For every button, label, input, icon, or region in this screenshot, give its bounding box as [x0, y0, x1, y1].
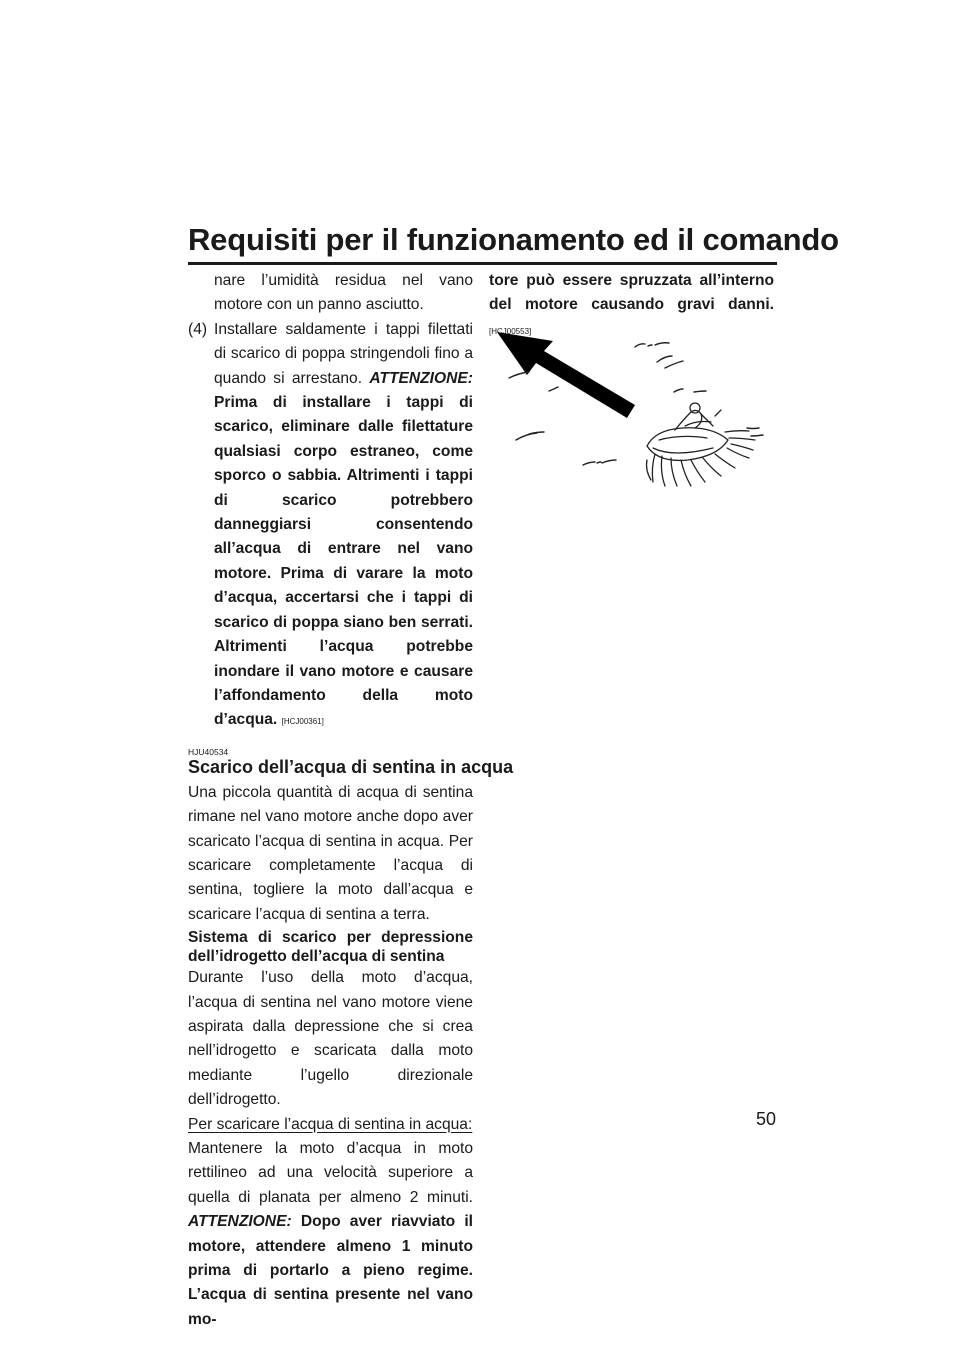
- procedure-paragraph: [188, 1137, 473, 1332]
- continuation-paragraph: nare l’umidità residua nel vano motore con un panno asciutto.: [214, 272, 473, 314]
- step-4: [188, 318, 473, 735]
- header-divider: [188, 262, 777, 265]
- step-4-number: (4): [188, 320, 208, 338]
- watercraft-illustration: [489, 318, 779, 510]
- subsection-title: Sistema di scarico per depressione dell’idrogetto dell’acqua di sentina: [188, 929, 473, 966]
- caution-text-2-continued: tore può essere spruzzata all’interno del motore causando gravi danni.: [489, 272, 774, 314]
- page-header-title: Requisiti per il funzionamento ed il comando: [188, 222, 839, 257]
- section-intro: Una piccola quantità di acqua di sentina rimane nel vano motore anche dopo aver scaricato l’acqua di sentina in acqua. Per scaricare completamente l’acqua di sentina, togliere la moto dall’acqua e scaricare l’acqua di sentina a terra.: [188, 783, 473, 923]
- section-title: Scarico dell’acqua di sentina in acqua: [188, 756, 514, 777]
- page-number: 50: [756, 1109, 777, 1129]
- subsection-description: Durante l’uso della moto d’acqua, l’acqua di sentina nel vano motore viene aspirata dalla depressione che si crea nell’idrogetto e scaricata dalla moto mediante l’ugello direzionale dell’idrogetto.: [188, 969, 473, 1109]
- caution-text-2: Dopo aver riavviato il motore, attendere almeno 1 minuto prima di portarlo a pieno regime. L’acqua di sentina presente nel vano mo-: [188, 1213, 473, 1328]
- caution-label: ATTENZIONE:: [369, 369, 473, 387]
- step-4-text: Installare saldamente i tappi filettati di scarico di poppa stringendoli fino a quando si arrestano.: [214, 320, 473, 387]
- caution-code-2: [HCJ00553]: [489, 326, 532, 336]
- section-code: HJU40534: [188, 746, 229, 757]
- procedure-heading: Per scaricare l’acqua di sentina in acqua:: [188, 1115, 473, 1133]
- caution-label-2: ATTENZIONE:: [188, 1213, 292, 1231]
- jet-ski-icon: [647, 403, 756, 486]
- caution-text: Prima di installare i tappi di scarico, eliminare dalle filettature qualsiasi corpo estraneo, come sporco o sabbia. Altrimenti i tappi di scarico potrebbero danneggiarsi consentendo all’acqua di entrare nel vano motore. Prima di varare la moto d’acqua, accertarsi che i tappi di scarico di poppa siano ben serrati. Altrimenti l’acqua potrebbe inondare il vano motore e causare l’affondamento della moto d’acqua.: [214, 394, 473, 729]
- procedure-text: Mantenere la moto d’acqua in moto rettilineo ad una velocità superiore a quella di planata per almeno 2 minuti.: [188, 1140, 473, 1206]
- caution-code: [HCJ00361]: [281, 717, 324, 727]
